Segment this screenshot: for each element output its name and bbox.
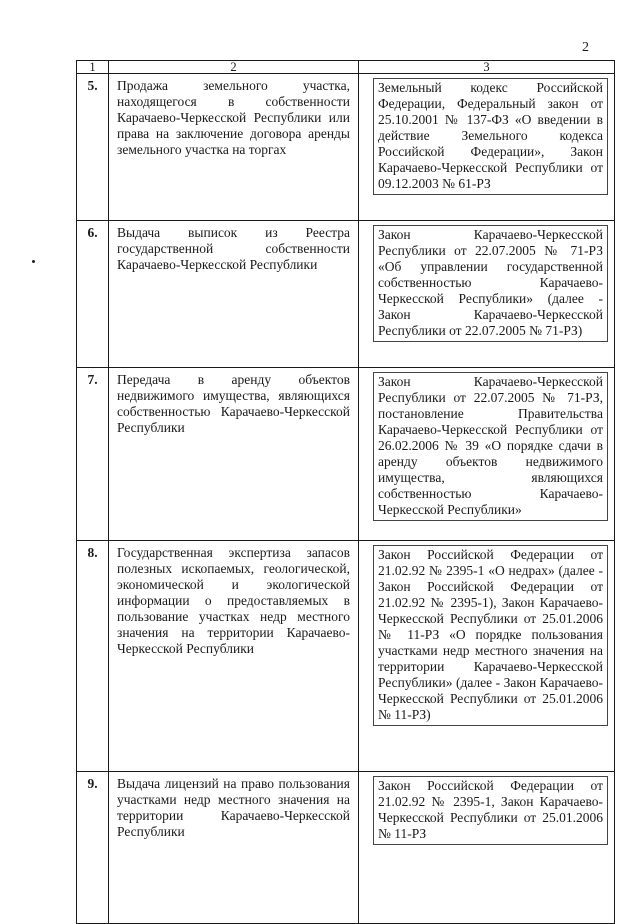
- header-col-3: 3: [359, 61, 615, 74]
- legal-basis-text: Земельный кодекс Российской Федерации, Федеральный закон от 25.10.2001 № 137-ФЗ «О введении в действие Земельного кодекса Российской Федерации», Закон Карачаево-Черкесской Республики от 09.12.2003 № 61-РЗ: [373, 78, 608, 195]
- legal-basis: [359, 772, 615, 924]
- legal-basis-text: Закон Российской Федерации от 21.02.92 № 2395-1 «О недрах» (далее - Закон Российской Федерации от 21.02.92 № 2395-1), Закон Карачаево-Черкесской Республики от 25.01.2006 № 11-РЗ «О порядке пользования участками недр местного значения на территории Карачаево-Черкесской Республики» (далее - Закон Карачаево-Черкесской Республики от 25.01.2006 № 11-РЗ): [373, 545, 608, 726]
- service-name: [109, 221, 359, 368]
- table-header-row: [77, 61, 615, 74]
- stray-mark: [32, 260, 35, 263]
- table-row: [77, 74, 615, 221]
- service-name: [109, 74, 359, 221]
- service-name: [109, 368, 359, 541]
- service-name: [109, 772, 359, 924]
- row-number: 9.: [77, 772, 109, 924]
- table-row: [77, 541, 615, 772]
- row-number: 5.: [77, 74, 109, 221]
- service-name-text: Государственная экспертиза запасов полезных ископаемых, геологической, экономической и экологической информации о предоставляемых в пользование участках недр местного значения на территории Карачаево-Черкесской Республики: [117, 545, 350, 656]
- row-number: 8.: [77, 541, 109, 772]
- legal-basis: [359, 74, 615, 221]
- row-number: 7.: [77, 368, 109, 541]
- header-col-2: 2: [109, 61, 359, 74]
- table-row: [77, 221, 615, 368]
- service-name-text: Выдача выписок из Реестра государственной собственности Карачаево-Черкесской Республики: [117, 225, 350, 272]
- legal-basis-text: Закон Карачаево-Черкесской Республики от 22.07.2005 № 71-РЗ «Об управлении государственной собственностью Карачаево-Черкесской Республики» (далее - Закон Карачаево-Черкесской Республики от 22.07.2005 № 71-РЗ): [373, 225, 608, 342]
- service-name-text: Продажа земельного участка, находящегося в собственности Карачаево-Черкесской Республики или права на заключение договора аренды земельного участка на торгах: [117, 78, 350, 157]
- header-col-1: 1: [77, 61, 109, 74]
- row-number: 6.: [77, 221, 109, 368]
- page-number: 2: [582, 40, 589, 55]
- legal-basis: [359, 368, 615, 541]
- legal-basis-text: Закон Карачаево-Черкесской Республики от 22.07.2005 № 71-РЗ, постановление Правительства Карачаево-Черкесской Республики от 26.02.2006 № 39 «О порядке сдачи в аренду объектов недвижимого имущества, являющихся собственностью Карачаево-Черкесской Республики»: [373, 372, 608, 521]
- legal-basis-text: Закон Российской Федерации от 21.02.92 № 2395-1, Закон Карачаево-Черкесской Республики от 25.01.2006 № 11-РЗ: [373, 776, 608, 845]
- service-name: [109, 541, 359, 772]
- table-row: [77, 368, 615, 541]
- services-table: [76, 60, 615, 924]
- legal-basis: [359, 221, 615, 368]
- service-name-text: Выдача лицензий на право пользования участками недр местного значения на территории Карачаево-Черкесской Республики: [117, 776, 350, 839]
- legal-basis: [359, 541, 615, 772]
- table-row: [77, 772, 615, 924]
- service-name-text: Передача в аренду объектов недвижимого имущества, являющихся собственностью Карачаево-Черкесской Республики: [117, 372, 350, 435]
